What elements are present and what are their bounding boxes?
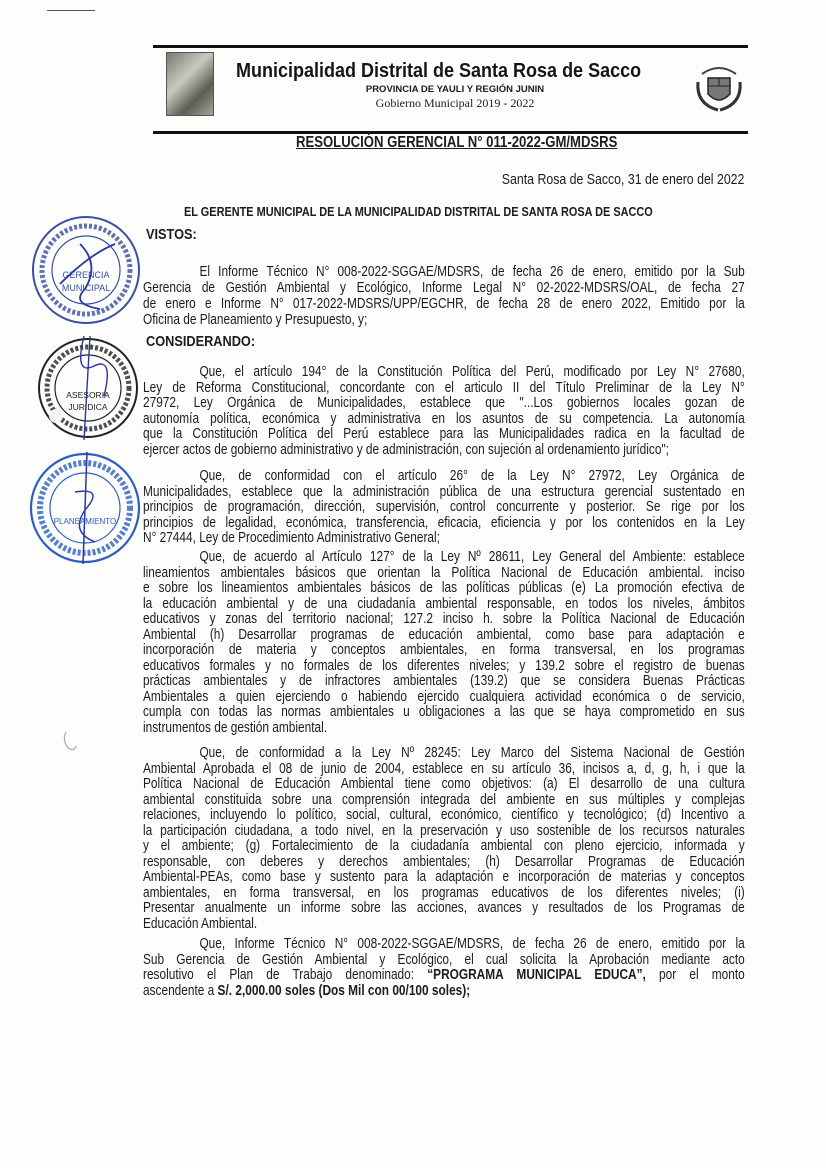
paragraph-line: prácticas ambientales y de infractores ambientales (139.2) que se considera Buenas Prácticas [143,673,745,689]
scan-mark [47,10,95,11]
svg-text:MUNICIPAL: MUNICIPAL [61,283,111,293]
paragraph-line: que la Constitución Política del Perú establece para las Municipalidades radica en la facultad de [143,426,745,442]
paragraph-line: Que, el artículo 194° de la Constitución Política del Perú, modificado por Ley N° 27680, [199,364,745,380]
issuer-heading: EL GERENTE MUNICIPAL DE LA MUNICIPALIDAD DISTRITAL DE SANTA ROSA DE SACCO [184,204,653,219]
paragraph-line: Que, Informe Técnico N° 008-2022-SGGAE/MDSRS, de fecha 26 de enero, emitido por la [199,936,745,952]
paragraph-line: Ambientales a quien ejerciendo o habiendo ejercido cualquiera actividad económica o de servicio, [143,688,745,705]
svg-text:JURIDICA: JURIDICA [68,402,108,412]
municipality-name: Municipalidad Distrital de Santa Rosa de Sacco [236,60,642,82]
svg-text:ASESORIA: ASESORIA [66,390,110,400]
paragraph-line: instrumentos de gestión ambiental. [143,719,328,736]
paragraph-line: principios de legalidad, económica, transferencia, eficacia, eficiencia y por los contenidos en la Ley [143,514,745,531]
resolution-date: Santa Rosa de Sacco, 31 de enero del 2022 [501,172,744,188]
province-line: PROVINCIA DE YAULI Y REGIÓN JUNIN [365,84,545,95]
paragraph-line: lineamientos ambientales básicos que orientan la Política Nacional de Educación ambiental. inciso [143,564,745,581]
paragraph-line: Ley de Reforma Constitucional, concordante con el articulo II del Título Preliminar de la Ley N° [143,379,745,396]
paragraph-line: la participación ciudadana, a todo nivel, en la preservación y uso sostenible de los recursos naturales [143,822,745,839]
considerando-paragraph-5 [143,937,745,999]
text-segment: ascendente a [143,982,218,999]
paragraph-line: Gerencia de Gestión Ambiental y Ecológico, Informe Legal N° 02-2022-MDSRS/OAL, de fecha 27 [143,280,745,296]
peru-shield-icon [694,60,744,114]
header-top-rule [153,45,748,48]
stamp-gerencia-municipal [30,214,142,326]
paragraph-line: principios de programación, dirección, supervisión, control concurrente y posterior. Se rige por los [143,499,745,515]
paragraph-line [143,984,745,1000]
paragraph-line: la educación ambiental y de una ciudadanía ambiental responsable, en todos los niveles, ámbitos [143,595,745,612]
considerando-paragraph-1 [143,365,745,458]
considerando-paragraph-3 [143,550,745,736]
paragraph-line [143,968,745,984]
paragraph-line: Municipalidades, establece que la administración pública de una estructura gerencial sustentado en [143,483,745,500]
text-segment: por el monto [645,967,745,983]
paragraph-line: e sobre los lineamientos ambientales básicos de las políticas públicas (e) La promoción efectiva de [143,580,745,596]
paragraph-line: relaciones, incluyendo lo político, social, cultural, económico, científico y tecnológico; (d) Incentivo a [143,807,745,823]
paragraph-line: Oficina de Planeamiento y Presupuesto, y; [143,312,368,328]
government-period: Gobierno Municipal 2019 - 2022 [375,96,535,110]
paragraph-line: Que, de conformidad a la Ley Nº 28245: Ley Marco del Sistema Nacional de Gestión [199,745,745,761]
paragraph-line: educativos formales y no formales de los diferentes niveles; y 139.2 sobre el registro de buenas [143,657,745,674]
stamp-planeamiento [28,452,142,564]
paragraph-line: Sub Gerencia de Gestión Ambiental y Ecológico, el cual solicita la Aprobación mediante acto [143,951,745,968]
svg-text:PLANEAMIENTO: PLANEAMIENTO [53,517,117,526]
paragraph-line: de enero e Informe N° 017-2022-MDSRS/UPP/EGCHR, de fecha 28 de enero 2022, Emitido por la [143,296,745,312]
paragraph-line: ambientales, en forma transversal, en los programas educativos de los diferentes niveles; (i) [143,884,745,901]
paragraph-line: incorporación de materia y conceptos ambientales, en forma transversal, en los programas [143,642,745,658]
paragraph-line: Que, de acuerdo al Artículo 127° de la Ley Nº 28611, Ley General del Ambiente: establece [199,549,745,565]
bold-text: “PROGRAMA MUNICIPAL EDUCA”, [427,967,646,983]
stamp-asesoria-juridica [34,336,142,440]
paragraph-line: Ambiental-PEAs, como base y sustento para la adaptación e incorporación de materias y conceptos [143,869,745,885]
paperclip-mark-icon [60,728,80,754]
vistos-paragraph [143,264,745,328]
paragraph-line: Educación Ambiental. [143,915,258,932]
svg-text:GERENCIA: GERENCIA [62,270,110,280]
text-segment: resolutivo el Plan de Trabajo denominado: [143,967,428,983]
vistos-heading: VISTOS: [146,226,197,243]
paragraph-line: cumpla con todas las normas ambientales u obligaciones a las que se haya comprometido en sus [143,704,745,720]
considerando-heading: CONSIDERANDO: [146,333,256,350]
paragraph-line: responsable, con deberes y derechos ambientales; (h) Desarrollar Programas de Educación [143,853,745,870]
paragraph-line: y el ambiente; (g) Fortalecimiento de la ciudadanía ambiental con pleno ejercicio, informada y [143,838,745,854]
paragraph-line: 27972, Ley Orgánica de Municipalidades, establece que "...Los gobiernos locales gozan de [143,395,745,411]
paragraph-line: Política Nacional de Educación Ambiental tiene como objetivos: (a) El desarrollo de una cultura [143,776,745,792]
paragraph-line: N° 27444, Ley de Procedimiento Administrativo General; [143,530,440,546]
paragraph-line: autonomía política, económica y administrativa en los asuntos de su competencia. La autonomía [143,410,745,427]
paragraph-line: ejercer actos de gobierno administrativo y de administración, con sujeción al ordenamiento jurídico"; [143,441,669,458]
paragraph-line: Ambiental (h) Desarrollar programas de educación ambiental, como base para adaptación e [143,626,745,643]
paragraph-line: Presentar anualmente un informe sobre las acciones, avances y resultados de los Programas de [143,900,745,916]
considerando-paragraph-4 [143,746,745,932]
paragraph-line: El Informe Técnico N° 008-2022-SGGAE/MDSRS, de fecha 26 de enero, emitido por la Sub [199,264,745,280]
bold-text: S/. 2,000.00 soles (Dos Mil con 00/100 soles); [217,982,471,999]
paragraph-line: ambiental constituida sobre una comprensión integrada del ambiente en sus múltiples y complejas [143,791,745,808]
paragraph-line: Que, de conformidad con el artículo 26° de la Ley N° 27972, Ley Orgánica de [199,468,745,484]
paragraph-line: educativos y zonas del territorio nacional; 127.2 inciso h. sobre la Política Nacional de Educación [143,611,745,627]
considerando-paragraph-2 [143,469,745,547]
resolution-title: RESOLUCIÓN GERENCIAL N° 011-2022-GM/MDSRS [296,134,618,151]
paragraph-line: Ambiental Aprobada el 08 de junio de 2004, establece en su artículo 36, incisos a, d, g, h, i que la [143,760,745,777]
